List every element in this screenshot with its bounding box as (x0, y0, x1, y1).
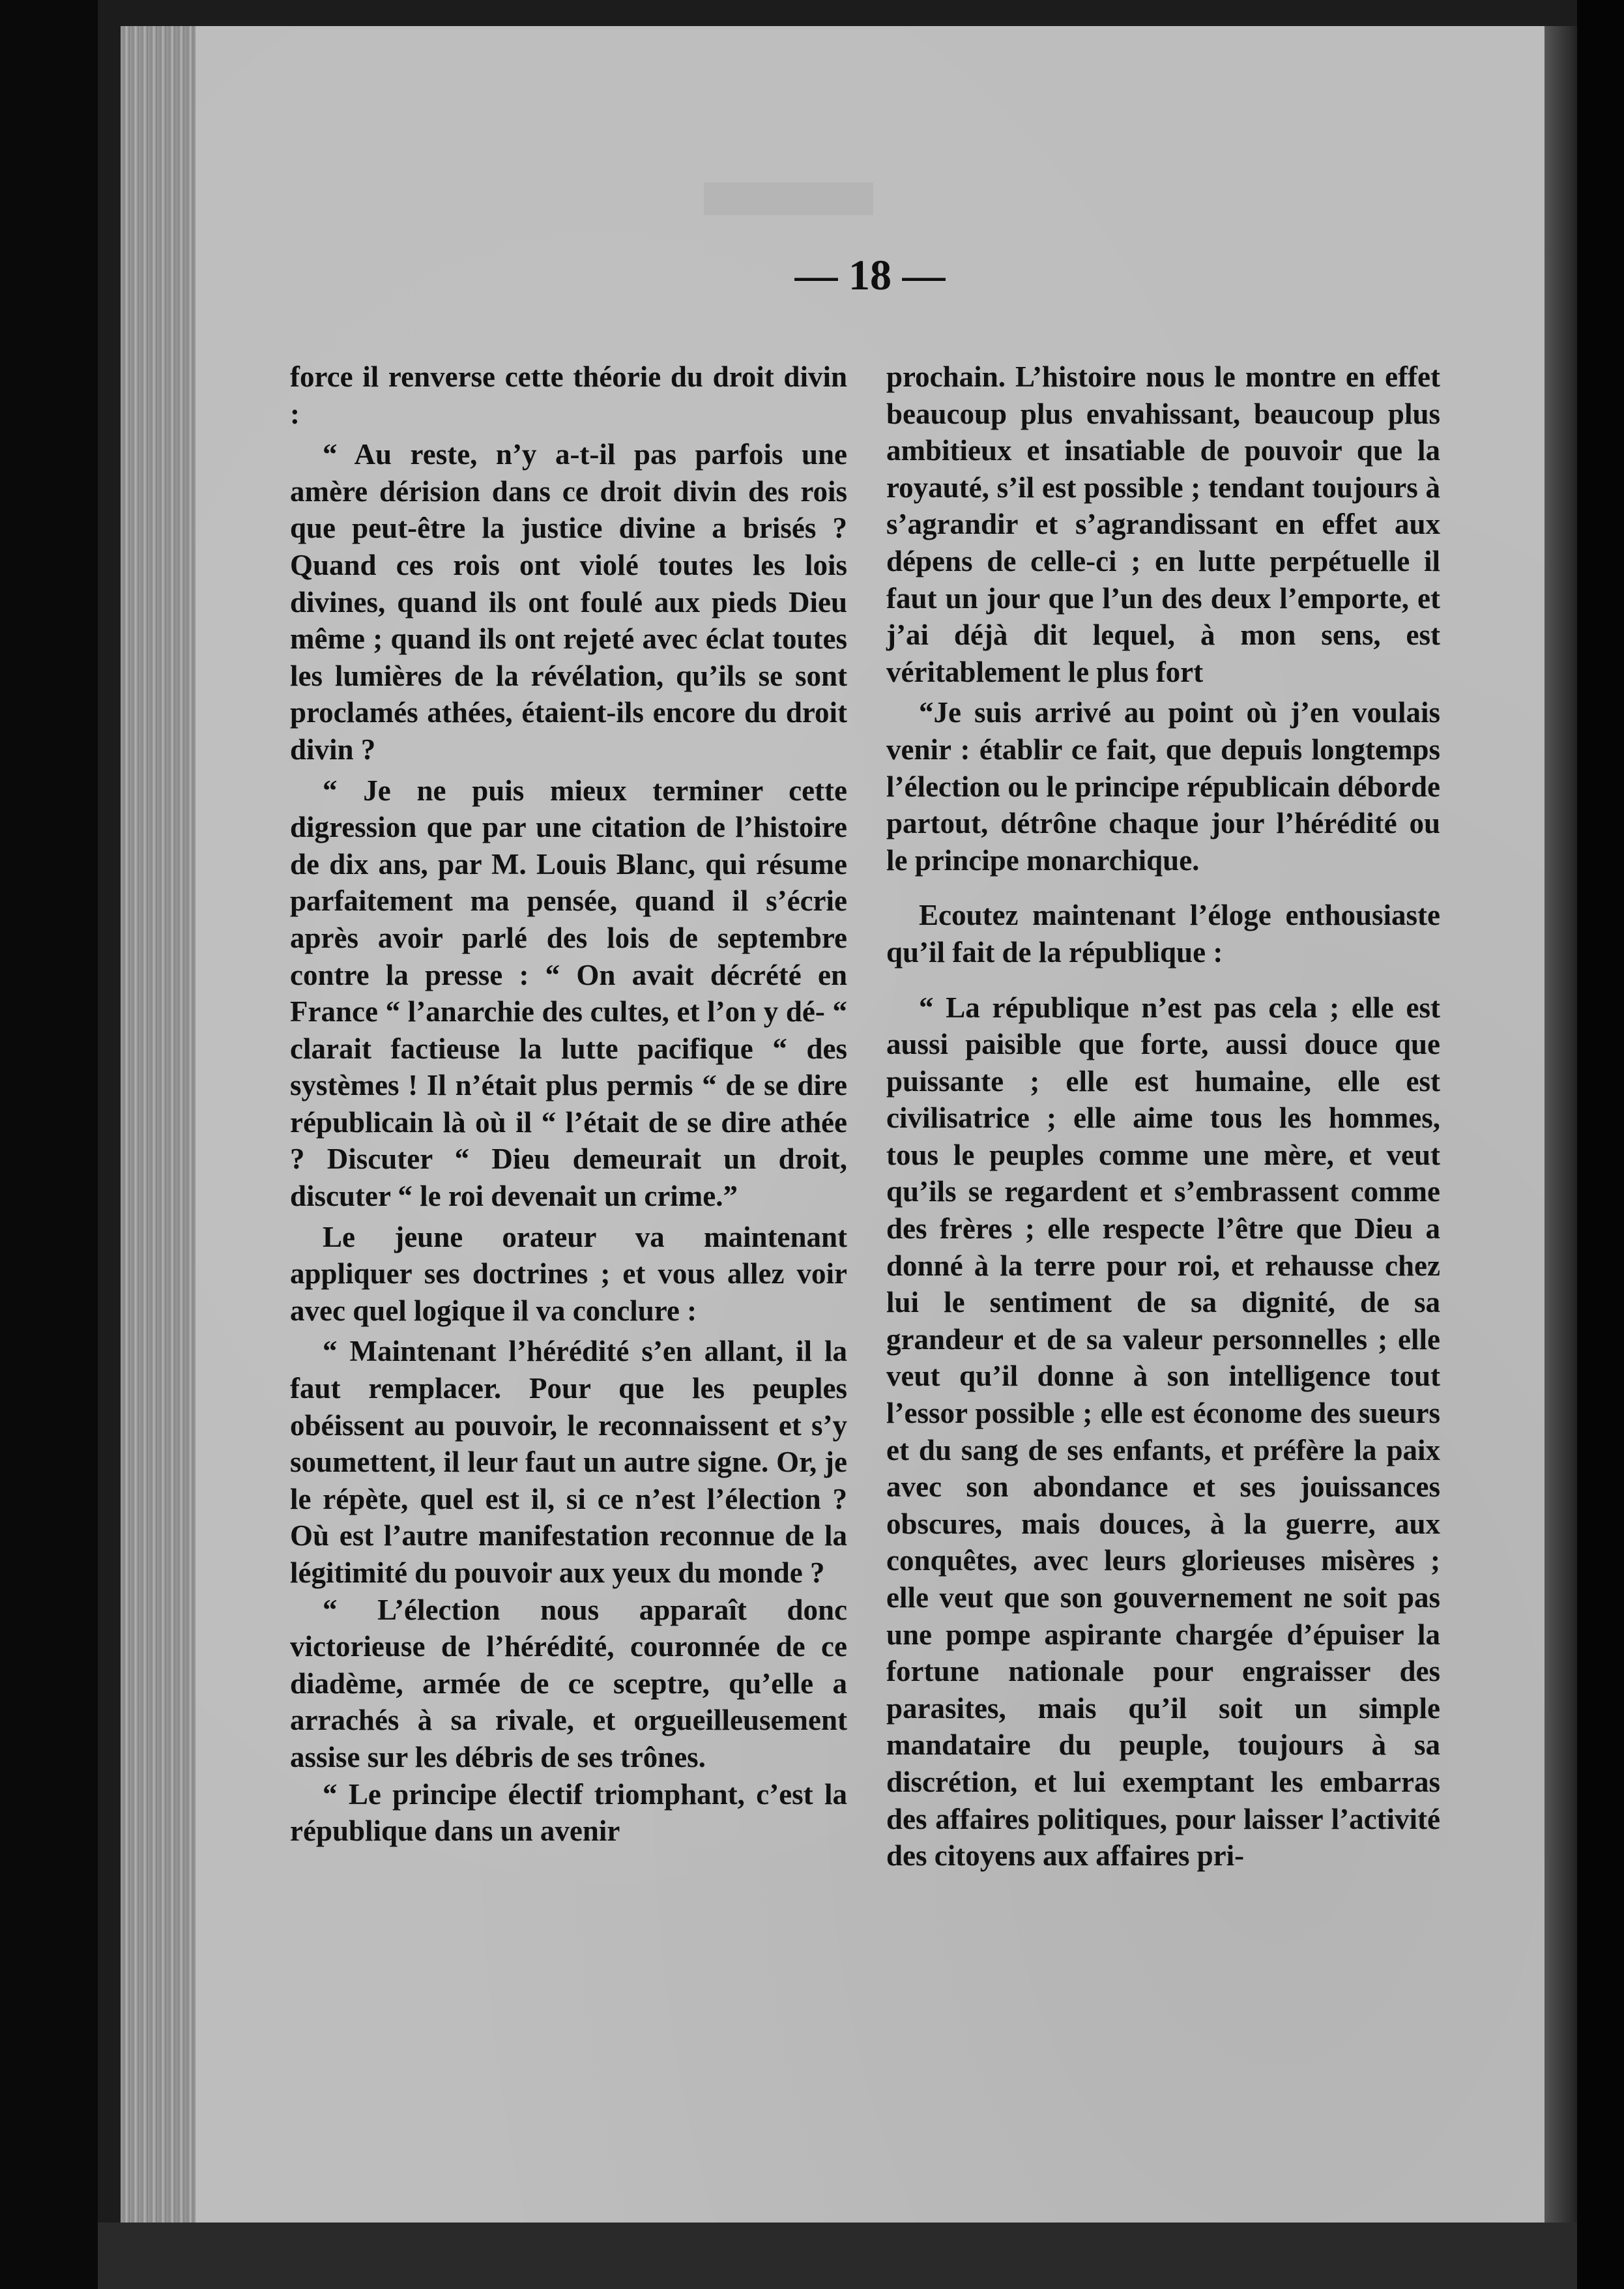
page-number: — 18 — (794, 252, 946, 299)
left-column-paragraph: Le jeune orateur va maintenant appliquer ses doctrines ; et vous allez voir avec quel logique il va conclure : (290, 1220, 847, 1327)
film-strip-edge (1577, 0, 1624, 2289)
left-column-paragraph: “ L’élection nous apparaît donc victorieuse de l’hérédité, couronnée de ce diadème, armée de ce sceptre, qu’elle a arrachés à sa rivale, et orgueilleusement assise sur les débris de ses trônes. (290, 1593, 847, 1773)
book-page (196, 26, 1544, 2223)
right-column (886, 358, 1440, 1874)
film-bottom-band (98, 2223, 1577, 2289)
show-through (704, 182, 873, 215)
right-column-paragraph: prochain. L’histoire nous le montre en effet beaucoup plus envahissant, beaucoup plus ambitieux et insatiable de pouvoir que la royauté, s’il est possible ; tendant toujours à s’agrandir et s’agrandissant en effet aux dépens de celle-ci ; en lutte perpétuelle il faut un jour que l’un des deux l’emporte, et j’ai déjà dit lequel, à mon sens, est véritablement le plus fort (886, 360, 1440, 688)
left-column-paragraph: “ Le principe électif triomphant, c’est la république dans un avenir (290, 1777, 847, 1848)
page-shadow (1544, 26, 1577, 2223)
page-edges (121, 26, 199, 2223)
right-column-paragraph: “ La république n’est pas cela ; elle est aussi paisible que forte, aussi douce que puissante ; elle est humaine, elle est civilisatrice ; elle aime tous les hommes, tous le peuples comme une mère, et veut qu’ils se regardent et s’embrassent comme des frères ; elle respecte l’être que Dieu a donné à la terre pour roi, et rehausse chez lui le sentiment de sa dignité, de sa grandeur et de sa valeur personnelles ; elle veut qu’il donne à son intelligence tout l’essor possible ; elle est économe des sueurs et du sang de ses enfants, et préfère la paix avec son abondance et ses jouissances obscures, mais douces, à la guerre, aux conquêtes, avec leurs glorieuses misères ; elle veut que son gouvernement ne soit pas une pompe aspirante chargée d’épuiser la fortune nationale pour engraisser des parasites, mais qu’il soit un simple mandataire du peuple, toujours à sa discrétion, et lui exemptant les embarras des affaires politiques, pour laisser l’activité des citoyens aux affaires pri- (886, 991, 1440, 1873)
left-column-paragraph: “ Maintenant l’hérédité s’en allant, il la faut remplacer. Pour que les peuples obéissent au pouvoir, le reconnaissent et s’y soumettent, il leur faut un autre signe. Or, je le répète, quel est il, si ce n’est l’élection ? Où est l’autre manifestation reconnue de la légitimité du pouvoir aux yeux du monde ? (290, 1335, 847, 1589)
left-column (290, 358, 847, 1850)
left-column-paragraph: force il renverse cette théorie du droit divin : (290, 360, 847, 430)
left-column-paragraph: “ Je ne puis mieux terminer cette digression que par une citation de l’histoire de dix ans, par M. Louis Blanc, qui résume parfaitement ma pensée, quand il s’écrie après avoir parlé des lois de septembre contre la presse : “ On avait décrété en France “ l’anarchie des cultes, et l’on y dé- “ clarait factieuse la lutte pacifique “ des systèmes ! Il n’était plus permis “ de se dire républicain là où il “ l’était de se dire athée ? Discuter “ Dieu demeurait un droit, discuter “ le roi devenait un crime.” (290, 774, 847, 1213)
left-column-paragraph: “ Au reste, n’y a-t-il pas parfois une amère dérision dans ce droit divin des rois que peut-être la justice divine a brisés ? Quand ces rois ont violé toutes les lois divines, quand ils ont foulé aux pieds Dieu même ; quand ils ont rejeté avec éclat toutes les lumières de la révélation, qu’ils se sont proclamés athées, étaient-ils encore du droit divin ? (290, 438, 847, 766)
right-column-paragraph: Ecoutez maintenant l’éloge enthousiaste qu’il fait de la république : (886, 899, 1440, 969)
right-column-paragraph: “Je suis arrivé au point où j’en voulais venir : établir ce fait, que depuis longtemps l’élection ou le principe républicain déborde partout, détrône chaque jour l’hérédité ou le principe monarchique. (886, 696, 1440, 877)
